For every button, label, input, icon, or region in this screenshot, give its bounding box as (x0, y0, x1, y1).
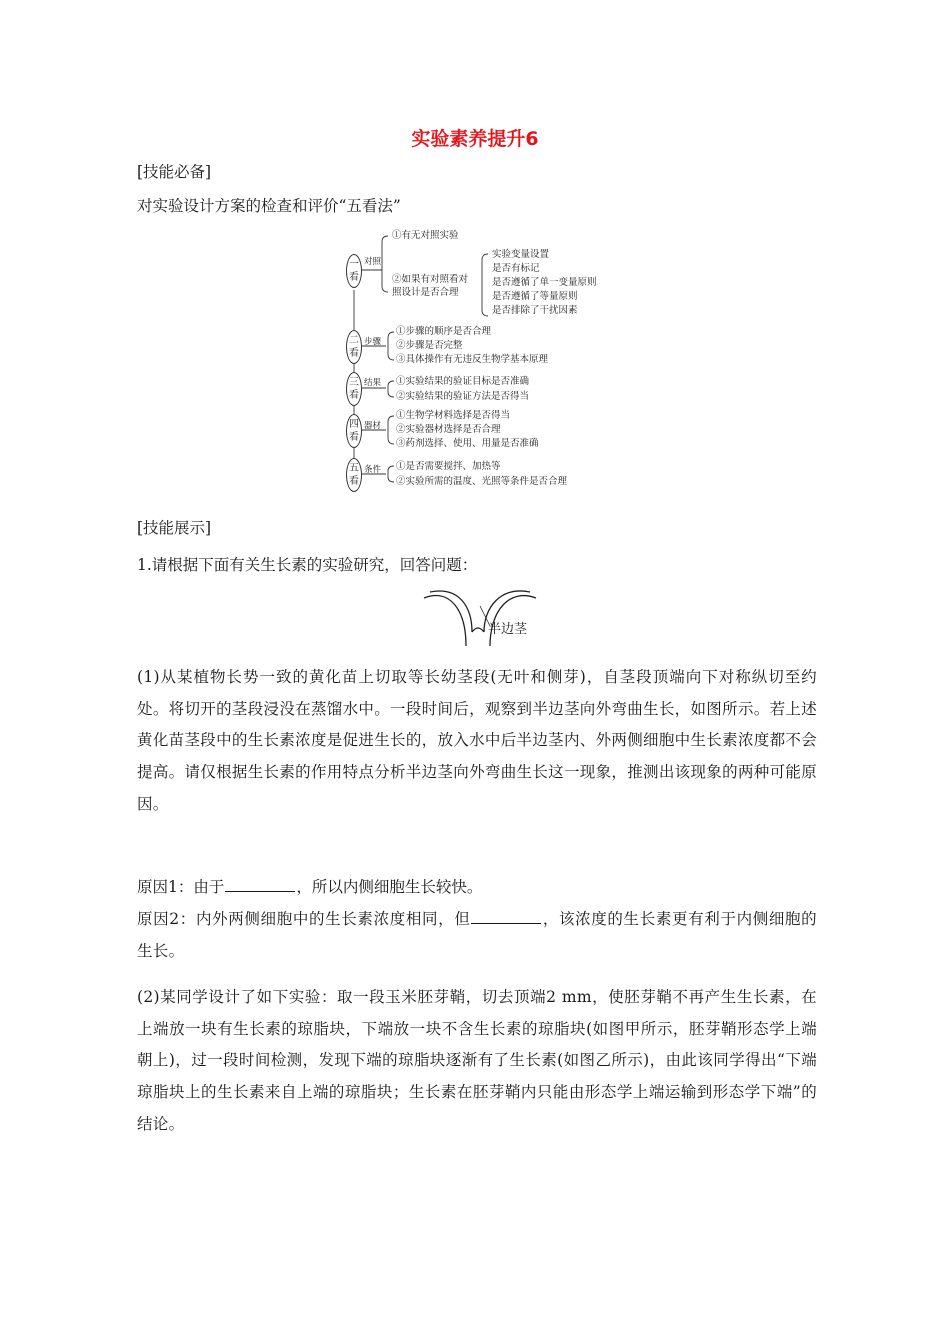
group-3-char1: 三 (349, 377, 359, 388)
group-1-sub-3: 是否遵循了单一变量原则 (492, 277, 597, 288)
group-2-item-2: ②步骤是否完整 (396, 340, 463, 351)
page-title: 实验素养提升6 (411, 128, 539, 150)
group-3-char2: 看 (349, 390, 359, 401)
reason-2 (137, 904, 817, 967)
group-4-label: 器材 (364, 421, 382, 431)
five-look-mindmap (340, 228, 630, 498)
reason-1 (137, 876, 482, 897)
group-2-char1: 二 (349, 335, 359, 346)
group-1-sub-1: 实验变量设置 (492, 249, 550, 260)
group-4-oval (346, 414, 362, 448)
group-1-sub-4: 是否遵循了等量原则 (492, 291, 578, 302)
group-1-item-1: ①有无对照实验 (392, 230, 459, 241)
group-5-char1: 五 (349, 463, 359, 474)
group-5-oval (346, 458, 362, 492)
group-3-oval (346, 372, 362, 406)
group-2-label: 步骤 (364, 337, 382, 347)
group-2-item-1: ①步骤的顺序是否合理 (396, 326, 492, 337)
group-4-char2: 看 (349, 432, 359, 443)
group-2-char2: 看 (349, 348, 359, 359)
reason-2-prefix: 原因2：内外两侧细胞中的生长素浓度相同，但 (137, 910, 471, 928)
group-4-item-1: ①生物学材料选择是否得当 (396, 410, 511, 421)
group-1-item-2b: 照设计是否合理 (392, 287, 459, 298)
group-1-label: 对照 (364, 257, 382, 267)
reason-1-prefix: 原因1：由于 (137, 878, 225, 896)
group-5-char2: 看 (349, 476, 359, 487)
group-5-label: 条件 (364, 465, 382, 475)
half-stem-figure (420, 588, 540, 648)
half-stem-label: 半边茎 (488, 622, 528, 637)
group-2-item-3: ③具体操作有无违反生物学基本原理 (396, 354, 549, 365)
question-1-intro: 1.请根据下面有关生长素的实验研究，回答问题： (137, 556, 478, 574)
group-1-oval (346, 254, 362, 288)
group-3-item-1: ①实验结果的验证目标是否准确 (396, 376, 530, 387)
intro-text: 对实验设计方案的检查和评价“五看法” (137, 197, 401, 215)
group-2-oval (346, 330, 362, 364)
reason-2-blank[interactable] (471, 908, 541, 924)
group-5-item-2: ②实验所需的温度、光照等条件是否合理 (396, 476, 568, 487)
group-1-sub-2: 是否有标记 (492, 263, 540, 274)
group-1-sub-5: 是否排除了干扰因素 (492, 305, 578, 316)
group-5-item-1: ①是否需要搅拌、加热等 (396, 461, 501, 472)
reason-1-suffix: ，所以内侧细胞生长较快。 (296, 878, 483, 896)
reason-1-blank[interactable] (225, 876, 295, 892)
group-3-item-2: ②实验结果的验证方法是否得当 (396, 391, 530, 402)
reason-2-suffix: ，该浓度的生长素更有利于内侧细胞的生长。 (137, 910, 817, 960)
question-1-part-1: (1)从某植物长势一致的黄化苗上切取等长幼茎段(无叶和侧芽)，自茎段顶端向下对称纵切至约处。将切开的茎段浸没在蒸馏水中。一段时间后，观察到半边茎向外弯曲生长，如图所示。若上述黄化苗茎段中的生长素浓度是促进生长的，放入水中后半边茎内、外两侧细胞中生长素浓度都不会提高。请仅根据生长素的作用特点分析半边茎向外弯曲生长这一现象，推测出该现象的两种可能原因。 (137, 668, 817, 813)
group-3-label: 结果 (364, 378, 382, 388)
group-4-char1: 四 (349, 419, 359, 430)
question-1-part-2: (2)某同学设计了如下实验：取一段玉米胚芽鞘，切去顶端2 mm，使胚芽鞘不再产生生长素，在上端放一块有生长素的琼脂块，下端放一块不含生长素的琼脂块(如图甲所示，胚芽鞘形态学上端朝上)，过一段时间检测，发现下端的琼脂块逐渐有了生长素(如图乙所示)，由此该同学得出“下端琼脂块上的生长素来自上端的琼脂块；生长素在胚芽鞘内只能由形态学上端运输到形态学下端”的结论。 (137, 988, 817, 1133)
section-heading-skills-display: [技能展示] (137, 519, 212, 537)
section-heading-skills-required: [技能必备] (137, 163, 212, 181)
group-1-item-2a: ②如果有对照看对 (392, 274, 469, 285)
group-1-char2: 看 (349, 272, 359, 283)
group-4-item-2: ②实验器材选择是否合理 (396, 424, 501, 435)
group-4-item-3: ③药剂选择、使用、用量是否准确 (396, 438, 539, 449)
group-1-char1: 一 (349, 259, 359, 270)
